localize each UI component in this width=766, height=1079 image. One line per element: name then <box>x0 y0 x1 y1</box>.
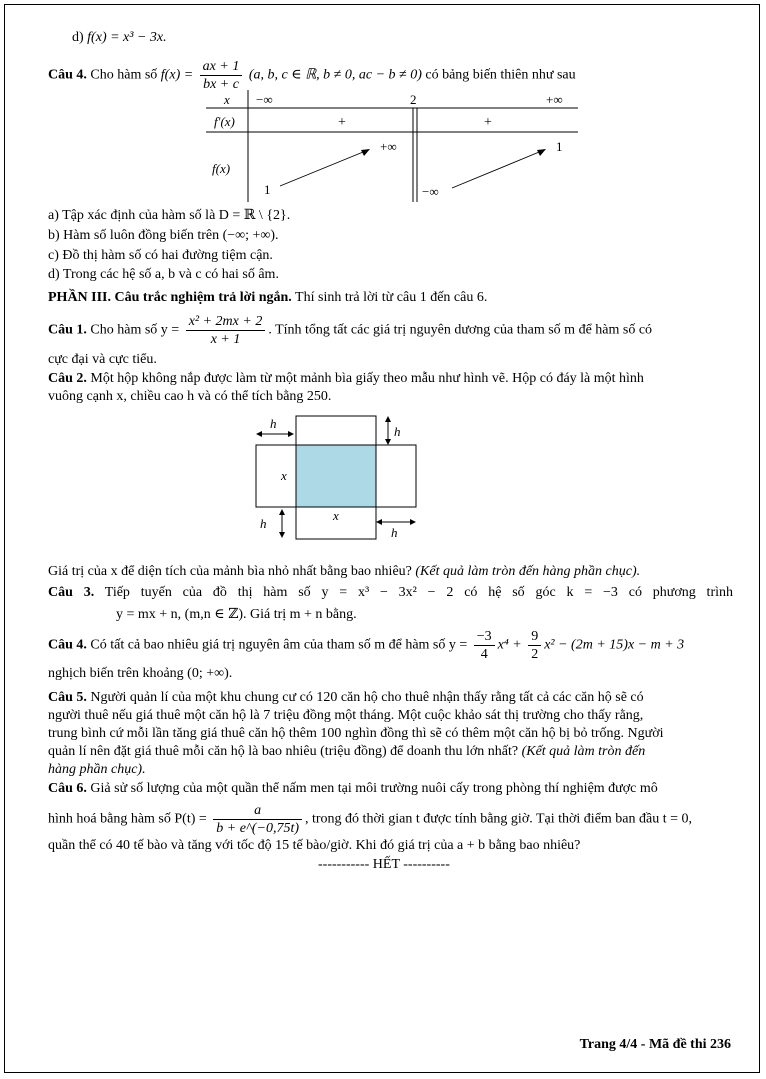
question-5: Câu 5. Người quản lí của một khu chung cư có 120 căn hộ cho thuê nhận thấy rằng tất cả các căn hộ sẽ có <box>48 690 644 705</box>
question-1: Câu 1. Cho hàm số y = $\frac{\text{x² + 2mx + 2}}{x + 1}$ . Tính tổng tất các giá trị nguyên dương của tham số m để hàm số có <box>48 314 653 347</box>
option-d: d) Trong các hệ số a, b và c có hai số âm. <box>48 267 279 282</box>
question-2-cont: vuông cạnh x, chiều cao h và có thể tích bằng 250. <box>48 389 332 404</box>
question-3-cont: y = mx + n, (m,n ∈ ℤ). Giá trị m + n bằng. <box>116 607 357 622</box>
question-6-line3: quần thể có 40 tế bào và tăng với tốc độ 15 tế bào/giờ. Khi đó giá trị của a + b bằng bao nhiêu? <box>48 838 581 853</box>
table-f-left-end: +∞ <box>380 139 397 154</box>
label-h-top-left: h <box>270 416 277 431</box>
question-6: Câu 6. Giả sử số lượng của một quần thể nấm men tại môi trường nuôi cấy trong phòng thí nghiệm được mô <box>48 781 658 796</box>
option-c: c) Đồ thị hàm số có hai đường tiệm cận. <box>48 248 273 263</box>
question-4-cont: nghịch biến trên khoảng (0; +∞). <box>48 666 233 681</box>
table-f-left-start: 1 <box>264 182 271 197</box>
fraction: $\frac{a}{b + e\^{}(-0,75t)}$ <box>213 802 302 837</box>
table-x-label: x <box>224 92 230 107</box>
part3-heading: PHẦN III. Câu trắc nghiệm trả lời ngắn. Thí sinh trả lời từ câu 1 đến câu 6. <box>48 290 488 305</box>
fraction: $\frac{-3}{4}$ <box>474 628 495 663</box>
table-arrow-up-2 <box>452 150 544 188</box>
question-1-cont: cực đại và cực tiểu. <box>48 352 157 367</box>
option-b: b) Hàm số luôn đồng biến trên (−∞; +∞). <box>48 228 279 243</box>
fraction: $\frac{\text{x² + 2mx + 2}}{x + 1}$ <box>186 313 266 348</box>
prev-option-d: d) f(x) = x³ − 3x. <box>72 30 167 45</box>
question-3: Câu 3. Tiếp tuyến của đồ thị hàm số y = x³ − 3x² − 2 có hệ số góc k = −3 có phương trình <box>48 585 733 600</box>
question-5-line3: trung bình cứ mỗi lần tăng giá thuê căn hộ thêm 100 nghìn đồng thì sẽ có thêm một căn hộ bị bỏ trống. Người <box>48 726 664 741</box>
option-a: a) Tập xác định của hàm số là D = ℝ \ {2}. <box>48 208 291 223</box>
label-h-bottom-left: h <box>260 516 267 531</box>
table-fp-sign-1: + <box>338 115 346 130</box>
table-f-label: f(x) <box>212 161 231 176</box>
table-arrow-up-1 <box>280 150 368 186</box>
page-footer: Trang 4/4 - Mã đề thi 236 <box>579 1037 731 1052</box>
question-4-part2: Câu 4. Cho hàm số f(x) = $\frac{ax + 1}{bx + c}$ (a, b, c ∈ ℝ, b ≠ 0, ac − b ≠ 0) có bảng biến thiên như sau <box>48 59 576 92</box>
label-x-bottom: x <box>333 508 339 523</box>
question-2: Câu 2. Một hộp không nắp được làm từ một mảnh bìa giấy theo mẫu như hình vẽ. Hộp có đáy là một hình <box>48 371 644 386</box>
table-x-pos-inf: +∞ <box>546 92 563 107</box>
table-f-right-start: −∞ <box>422 184 439 199</box>
variation-table <box>200 88 582 204</box>
table-fp-label: f′(x) <box>214 114 235 129</box>
table-x-two: 2 <box>410 92 417 107</box>
question-6-line2: hình hoá bằng hàm số P(t) = $\frac{a}{b + e\^{}(-0,75t)}$ , trong đó thời gian t được tính bằng giờ. Tại thời điểm ban đầu t = 0, <box>48 803 693 836</box>
question-4: Câu 4. Có tất cả bao nhiêu giá trị nguyên âm của tham số m để hàm số y = $\frac{-3}{4}$ x⁴ + $\frac{9}{2}$ x² − (2m + 15)x − m + 3 <box>48 629 685 662</box>
box-base <box>296 445 376 507</box>
box-net-figure <box>250 410 420 545</box>
table-f-right-end: 1 <box>556 139 563 154</box>
label-x-left: x <box>281 468 287 483</box>
question-5-line4: quản lí nên đặt giá thuê mỗi căn hộ là bao nhiêu (triệu đồng) để doanh thu lớn nhất? (Kết quả làm tròn đến <box>48 744 646 759</box>
question-5-line5: hàng phần chục). <box>48 762 146 777</box>
question-2-ask: Giá trị của x để diện tích của mảnh bìa nhỏ nhất bằng bao nhiêu? (Kết quả làm tròn đến hàng phần chục). <box>48 564 641 579</box>
table-fp-sign-2: + <box>484 115 492 130</box>
question-5-line2: người thuê nếu giá thuê một căn hộ là 7 triệu đồng một tháng. Một cuộc khảo sát thị trường cho thấy rằng, <box>48 708 644 723</box>
label-h-bottom-right: h <box>391 525 398 540</box>
fraction: $\frac{ax + 1}{bx + c}$ <box>200 58 243 93</box>
end-marker: ----------- HẾT ---------- <box>318 857 450 872</box>
label-h-top-right: h <box>394 424 401 439</box>
fraction: $\frac{9}{2}$ <box>528 628 541 663</box>
table-x-neg-inf: −∞ <box>256 92 273 107</box>
